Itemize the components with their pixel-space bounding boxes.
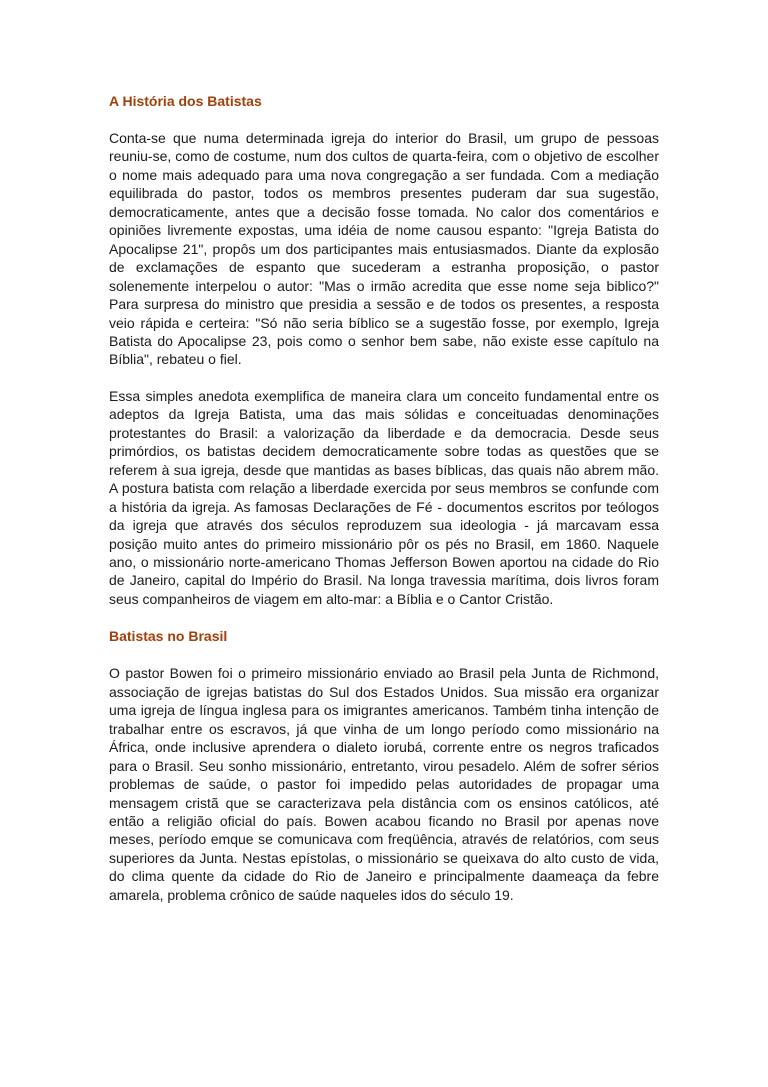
paragraph-anecdote: Conta-se que numa determinada igreja do interior do Brasil, um grupo de pessoas reuniu-se, como de costume, num dos cultos de quarta-feira, com o objetivo de escolher o nome mais adequado para uma nova congregação a ser fundada. Com a mediação equilibrada do pastor, todos os membros presentes puderam dar sua sugestão, democraticamente, antes que a decisão fosse tomada. No calor dos comentários e opiniões livremente expostas, uma idéia de nome causou espanto: "Igreja Batista do Apocalipse 21", propôs um dos participantes mais entusiasmados. Diante da explosão de exclamações de espanto que sucederam a estranha proposição, o pastor solenemente interpelou o autor: "Mas o irmão acredita que esse nome seja biblico?" Para surpresa do ministro que presidia a sessão e de todos os presentes, a resposta veio rápida e certeira: "Só não seria bíblico se a sugestão fosse, por exemplo, Igreja Batista do Apocalipse 23, pois como o senhor bem sabe, não existe esse capítulo na Bíblia", rebateu o fiel. [109,130,659,368]
paragraph-bowen: O pastor Bowen foi o primeiro missionário enviado ao Brasil pela Junta de Richmond, associação de igrejas batistas do Sul dos Estados Unidos. Sua missão era organizar uma igreja de língua inglesa para os imigrantes americanos. Também tinha intenção de trabalhar entre os escravos, já que vinha de um longo período como missionário na África, onde inclusive aprendera o dialeto iorubá, corrente entre os negros traficados para o Brasil. Seu sonho missionário, entretanto, virou pesadelo. Além de sofrer sérios problemas de saúde, o pastor foi impedido pelas autoridades de propagar uma mensagem cristã que se caracterizava pela distância com os ensinos católicos, até então a religião oficial do país. Bowen acabou ficando no Brasil por apenas nove meses, período emque se comunicava com freqüência, através de relatórios, com seus superiores da Junta. Nestas epístolas, o missionário se queixava do alto custo de vida, do clima quente da cidade do Rio de Janeiro e principalmente daameaça da febre amarela, problema crônico de saúde naqueles idos do século 19. [109,665,659,903]
document-page [109,91,659,922]
paragraph-liberty: Essa simples anedota exemplifica de maneira clara um conceito fundamental entre os adeptos da Igreja Batista, uma das mais sólidas e conceituadas denominações protestantes do Brasil: a valorização da liberdade e da democracia. Desde seus primórdios, os batistas decidem democraticamente sobre todas as questões que se referem à sua igreja, desde que mantidas as bases bíblicas, das quais não abrem mão. A postura batista com relação a liberdade exercida por seus membros se confunde com a história da igreja. As famosas Declarações de Fé - documentos escritos por teólogos da igreja que através dos séculos reproduzem sua ideologia - já marcavam essa posição muito antes do primeiro missionário pôr os pés no Brasil, em 1860. Naquele ano, o missionário norte-americano Thomas Jefferson Bowen aportou na cidade do Rio de Janeiro, capital do Império do Brasil. Na longa travessia marítima, dois livros foram seus companheiros de viagem em alto-mar: a Bíblia e o Cantor Cristão. [109,387,659,607]
section-heading-batistas-no-brasil: Batistas no Brasil [109,628,228,645]
document-title: A História dos Batistas [109,93,262,109]
